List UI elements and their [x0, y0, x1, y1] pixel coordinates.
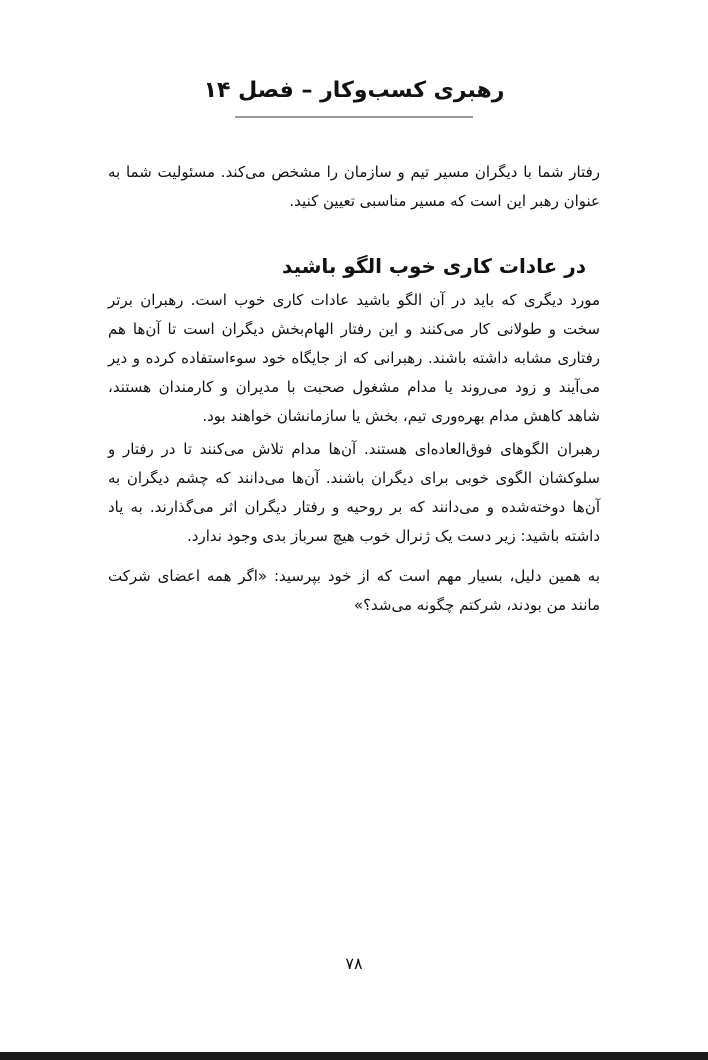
- body-paragraph: به همین دلیل، بسیار مهم است که از خود بپرسید: «اگر همه اعضای شرکت مانند من بودند، شرکتم چگونه می‌شد؟»: [108, 567, 600, 614]
- page-bottom-edge: [0, 1052, 708, 1060]
- intro-paragraph: رفتار شما با دیگران مسیر تیم و سازمان را مشخص می‌کند. مسئولیت شما به عنوان رهبر این است که مسیر مناسبی تعیین کنید.: [108, 163, 600, 210]
- running-header-title: رهبری کسب‌وکار – فصل ۱۴: [203, 78, 505, 103]
- section-heading: در عادات کاری خوب الگو باشید: [282, 254, 586, 278]
- page-number: ۷۸: [345, 954, 363, 973]
- header-divider: [235, 116, 473, 118]
- body-paragraph: مورد دیگری که باید در آن الگو باشید عادات کاری خوب است. رهبران برتر سخت و طولانی کار می‌کنند و این رفتار الهام‌بخش دیگران است تا آن‌ها هم رفتاری مشابه داشته باشند. رهبرانی که از جایگاه خود سوءاستفاده کرده و دیر می‌آیند و زود می‌روند یا مدام مشغول صحبت با مدیران و کارمندان هستند، شاهد کاهش مدام بهره‌وری تیم، بخش یا سازمانشان خواهند بود.: [108, 291, 600, 425]
- body-paragraph: رهبران الگوهای فوق‌العاده‌ای هستند. آن‌ها مدام تلاش می‌کنند تا در رفتار و سلوکشان الگوی خوبی برای دیگران باشند. آن‌ها می‌دانند که چشم دیگران به آن‌ها دوخته‌شده و می‌دانند که بر روحیه و رفتار دیگران اثر می‌گذارند. به یاد داشته باشید: زیر دست یک ژنرال خوب هیچ سرباز بدی وجود ندارد.: [108, 440, 600, 545]
